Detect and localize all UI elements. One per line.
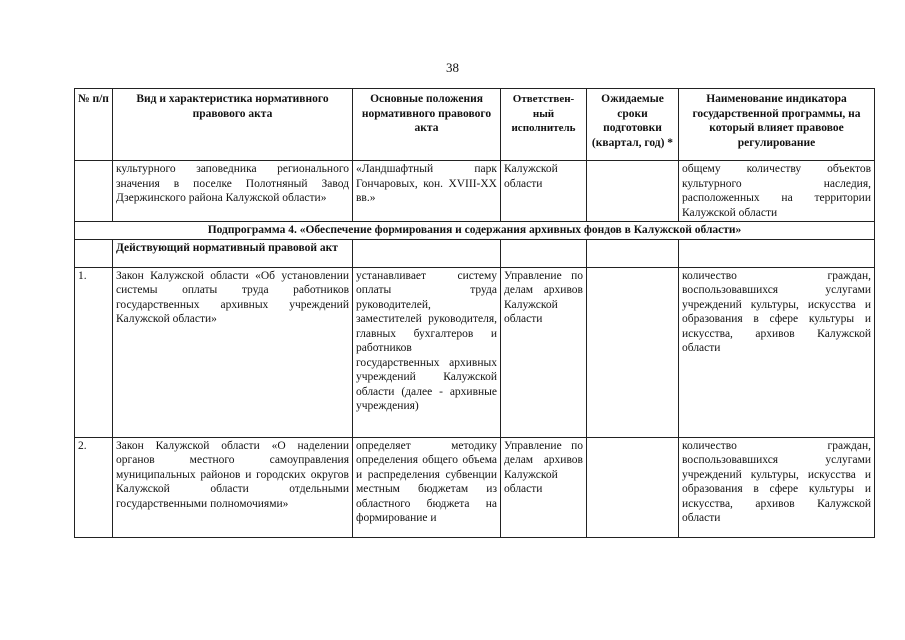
cell-terms [587,437,679,537]
cell-terms [587,161,679,222]
section-row [75,239,875,267]
cell-empty [587,239,679,267]
cell-empty [501,239,587,267]
cell-kind: Закон Калужской области «О наделении органов местного самоуправления муниципальных районов и городских округов Калужской области отдельными государственными полномочиями» [113,437,353,537]
table-header-row [75,89,875,161]
cell-executor: Управление по делам архивов Калужской области [501,437,587,537]
cell-provisions: определяет методику определения общего объема и распределения субвенции местным бюджетам из областного бюджета на формирование и [353,437,501,537]
subprogram-row [75,222,875,240]
cell-provisions: устанавливает систему оплаты труда руководителей, заместителей руководителя, главных бухгалтеров и работников государственных архивных учреждений Калужской области (далее - архивные учреждения) [353,267,501,437]
section-title: Действующий нормативный правовой акт [113,239,353,267]
cell-empty [353,239,501,267]
header-kind: Вид и характеристика нормативного правового акта [113,89,353,161]
cell-provisions: «Ландшафтный парк Гончаровых, кон. XVIII-XX вв.» [353,161,501,222]
cell-num: 2. [75,437,113,537]
cell-num: 1. [75,267,113,437]
table-row [75,437,875,537]
cell-kind: культурного заповедника регионального значения в поселке Полотняный Завод Дзержинского района Калужской области» [113,161,353,222]
cell-terms [587,267,679,437]
cell-num [75,161,113,222]
header-provisions: Основные положения нормативного правового акта [353,89,501,161]
cell-indicator: количество граждан, воспользовавшихся услугами учреждений культуры, искусства и образования в сфере культуры и искусства, архивов Калужской области [679,437,875,537]
table-row [75,267,875,437]
cell-executor: Управление по делам архивов Калужской области [501,267,587,437]
cell-kind: Закон Калужской области «Об установлении системы оплаты труда работников государственных архивных учреждений Калужской области» [113,267,353,437]
cell-indicator: количество граждан, воспользовавшихся услугами учреждений культуры, искусства и образования в сфере культуры и искусства, архивов Калужской области [679,267,875,437]
cell-num [75,239,113,267]
header-indicator: Наименование индикатора государственной программы, на который влияет правовое регулирование [679,89,875,161]
header-num: № п/п [75,89,113,161]
header-terms: Ожидаемые сроки подготовки (квартал, год) * [587,89,679,161]
subprogram-title: Подпрограмма 4. «Обеспечение формирования и содержания архивных фондов в Калужской области» [75,222,875,240]
cell-empty [679,239,875,267]
table-row-continued [75,161,875,222]
cell-indicator: общему количеству объектов культурного наследия, расположенных на территории Калужской области [679,161,875,222]
header-executor: Ответствен-ный исполнитель [501,89,587,161]
page-number: 38 [446,60,459,75]
normative-acts-table [74,88,875,538]
cell-executor: Калужской области [501,161,587,222]
